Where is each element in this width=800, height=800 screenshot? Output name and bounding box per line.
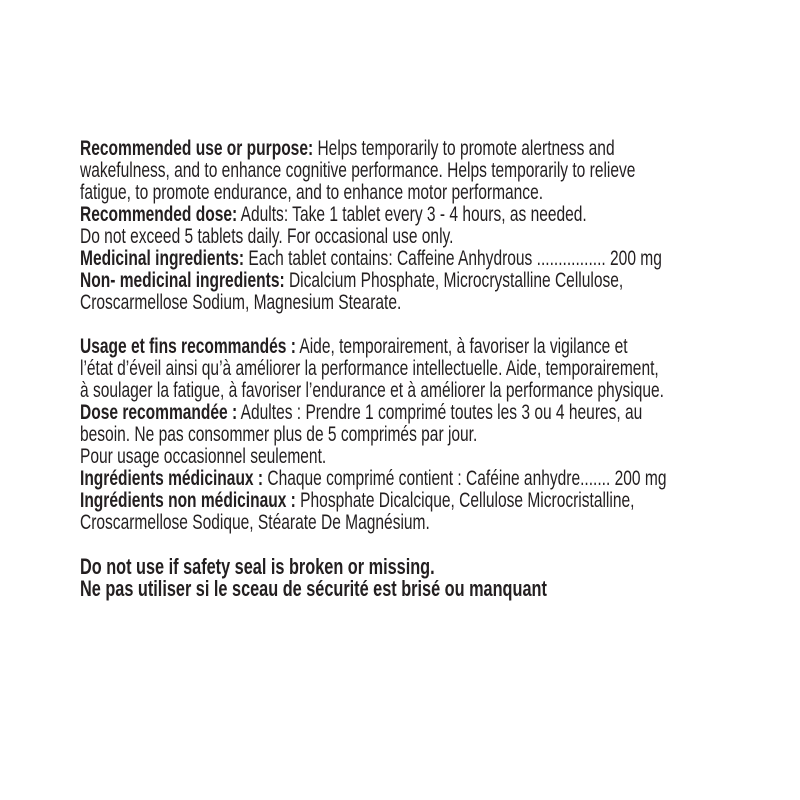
fr-dose-line-3: Pour usage occasionnel seulement. bbox=[80, 445, 327, 468]
fr-nonmedicinal-line-1: Ingrédients non médicinaux : Phosphate Dicalcique, Cellulose Microcristalline, bbox=[80, 489, 635, 512]
warning-french: Ne pas utiliser si le sceau de sécurité est brisé ou manquant bbox=[80, 576, 547, 601]
product-label-text bbox=[80, 138, 672, 600]
fr-nonmedicinal-line-2: Croscarmellose Sodique, Stéarate De Magnésium. bbox=[80, 511, 430, 534]
fr-dose-label: Dose recommandée : bbox=[80, 401, 238, 424]
fr-nonmedicinal-label: Ingrédients non médicinaux : bbox=[80, 489, 296, 512]
fr-dose-line-1: Dose recommandée : Adultes : Prendre 1 comprimé toutes les 3 ou 4 heures, au bbox=[80, 401, 643, 424]
en-purpose-label: Recommended use or purpose: bbox=[80, 137, 314, 160]
en-medicinal-line: Medicinal ingredients: Each tablet contains: Caffeine Anhydrous ................ 200 mg bbox=[80, 247, 662, 270]
fr-dose-line-2: besoin. Ne pas consommer plus de 5 comprimés par jour. bbox=[80, 423, 478, 446]
en-dose-label: Recommended dose: bbox=[80, 203, 238, 226]
en-purpose-line-3: fatigue, to promote endurance, and to enhance motor performance. bbox=[80, 181, 544, 204]
fr-purpose-line-2: l’état d’éveil ainsi qu’à améliorer la performance intellectuelle. Aide, temporairement, bbox=[80, 357, 659, 380]
en-nonmedicinal-line-1: Non- medicinal ingredients: Dicalcium Phosphate, Microcrystalline Cellulose, bbox=[80, 269, 624, 292]
section-spacer bbox=[80, 534, 672, 556]
en-nonmedicinal-label: Non- medicinal ingredients: bbox=[80, 269, 285, 292]
fr-purpose-line-1: Usage et fins recommandés : Aide, temporairement, à favoriser la vigilance et bbox=[80, 335, 628, 358]
en-dose-line-1: Recommended dose: Adults: Take 1 tablet every 3 - 4 hours, as needed. bbox=[80, 203, 587, 226]
warning-english: Do not use if safety seal is broken or missing. bbox=[80, 554, 435, 579]
fr-medicinal-line: Ingrédients médicinaux : Chaque comprimé contient : Caféine anhydre....... 200 mg bbox=[80, 467, 667, 490]
fr-medicinal-label: Ingrédients médicinaux : bbox=[80, 467, 264, 490]
en-medicinal-label: Medicinal ingredients: bbox=[80, 247, 245, 270]
section-spacer bbox=[80, 314, 672, 336]
fr-purpose-line-3: à soulager la fatigue, à favoriser l’endurance et à améliorer la performance physique. bbox=[80, 379, 664, 402]
en-nonmedicinal-line-2: Croscarmellose Sodium, Magnesium Stearate. bbox=[80, 291, 402, 314]
en-purpose-line-2: wakefulness, and to enhance cognitive performance. Helps temporarily to relieve bbox=[80, 159, 636, 182]
en-dose-line-2: Do not exceed 5 tablets daily. For occasional use only. bbox=[80, 225, 454, 248]
en-purpose-line-1: Recommended use or purpose: Helps temporarily to promote alertness and bbox=[80, 137, 615, 160]
fr-purpose-label: Usage et fins recommandés : bbox=[80, 335, 296, 358]
